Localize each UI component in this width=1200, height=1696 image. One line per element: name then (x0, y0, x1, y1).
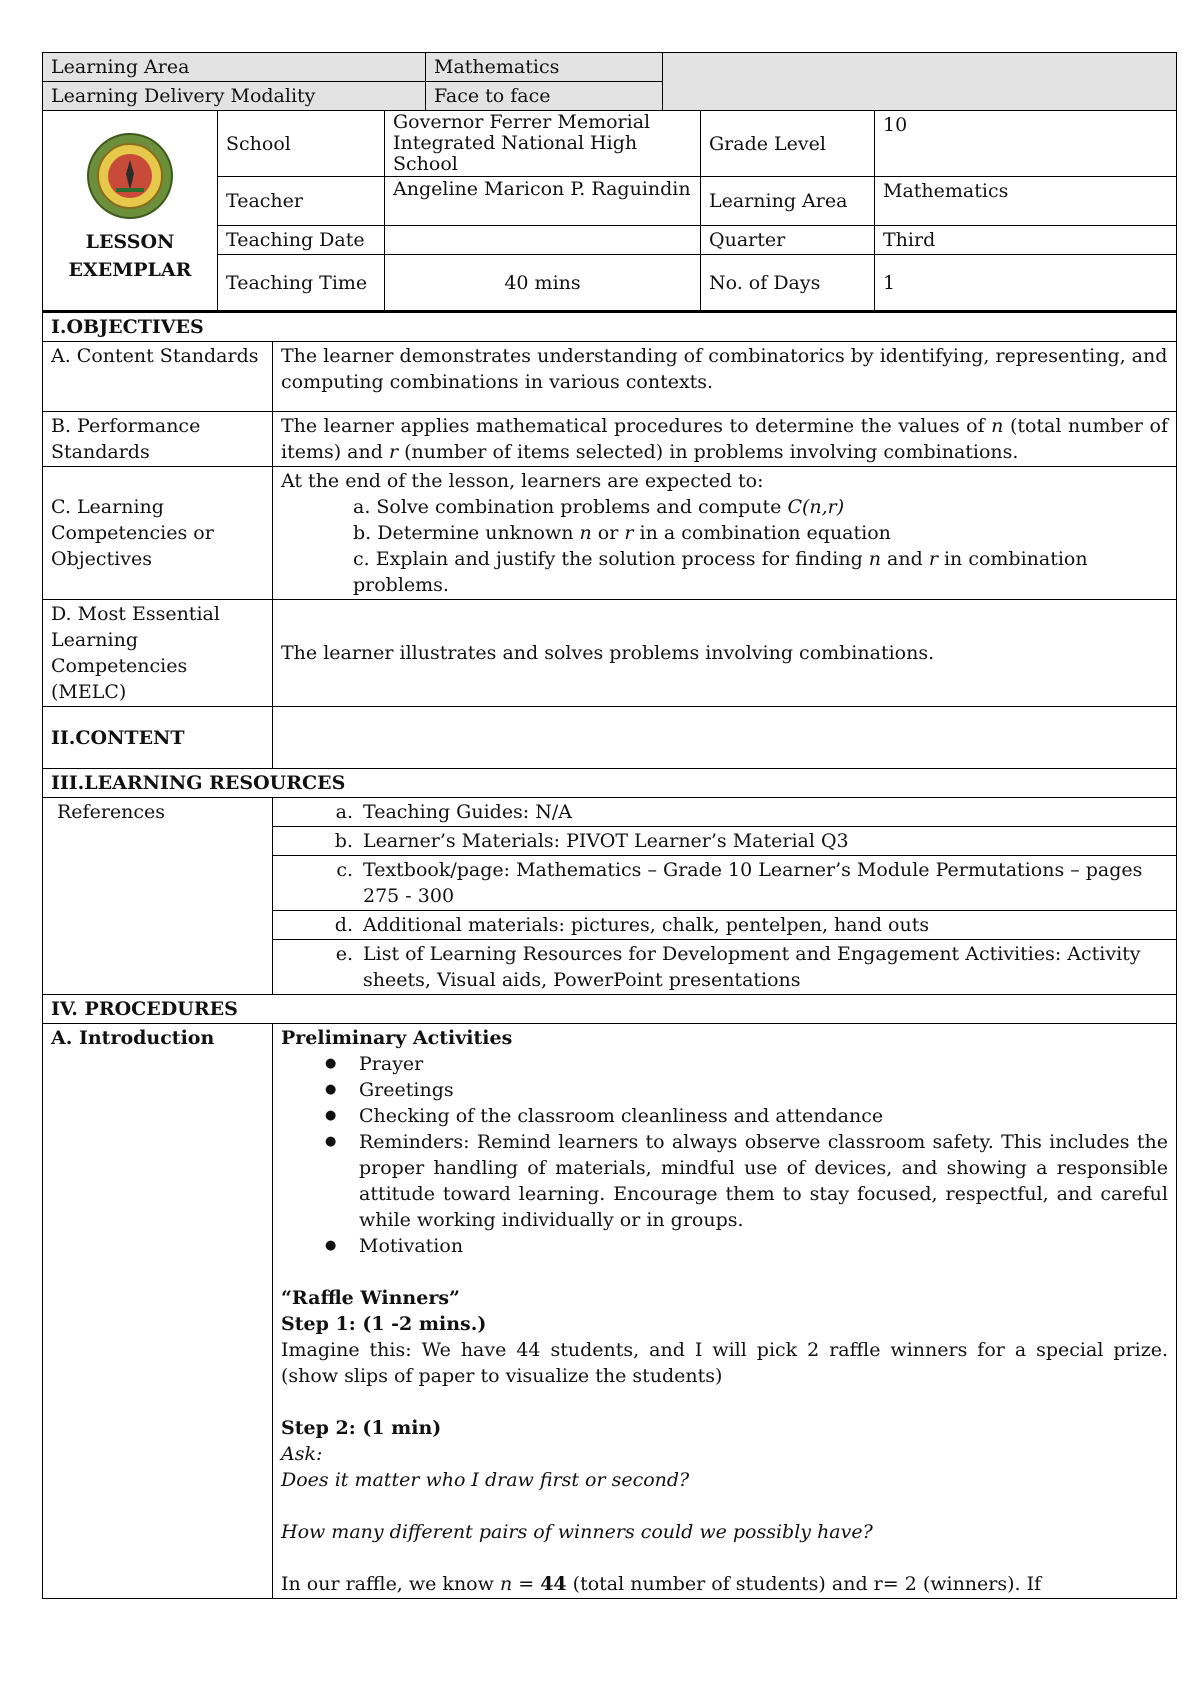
question-2: How many different pairs of winners could we possibly have? (281, 1521, 873, 1543)
time-label: Teaching Time (218, 255, 385, 311)
references-list (273, 798, 1177, 995)
list-item: ● Greetings (359, 1077, 1168, 1103)
ask-label: Ask: (281, 1443, 323, 1465)
content-standards-text: The learner demonstrates understanding of combinatorics by identifying, representing, and computing combinations in various contexts. (273, 342, 1177, 412)
lesson-exemplar-document (42, 52, 1177, 1599)
introduction-body (273, 1024, 1177, 1599)
competency-b: b. Determine unknown n or r in a combination equation (353, 522, 891, 544)
competency-c: c. Explain and justify the solution process for finding n and r in combination problems. (353, 548, 1088, 596)
list-item: ● Motivation (359, 1233, 1168, 1259)
reference-item: a. Teaching Guides: N/A (273, 798, 1176, 827)
teacher-value: Angeline Maricon P. Raguindin (385, 177, 701, 226)
performance-standards-text: The learner applies mathematical procedures to determine the values of n (total number of items) and r (number of items selected) in problems involving combinations. (273, 412, 1177, 467)
resources-heading: III.LEARNING RESOURCES (43, 769, 1177, 798)
competencies-intro: At the end of the lesson, learners are expected to: (281, 470, 764, 492)
modality-label: Learning Delivery Modality (43, 82, 426, 111)
area-label: Learning Area (701, 177, 875, 226)
question-1: Does it matter who I draw first or second? (281, 1469, 690, 1491)
teacher-label: Teacher (218, 177, 385, 226)
modality-value: Face to face (426, 82, 663, 111)
grade-value: 10 (875, 111, 1177, 177)
melc-text: The learner illustrates and solves problems involving combinations. (273, 600, 1177, 707)
lesson-exemplar-cell (43, 111, 218, 311)
area-value: Mathematics (875, 177, 1177, 226)
prelim-list (281, 1051, 1168, 1259)
competencies-text (273, 467, 1177, 600)
competency-a: a. Solve combination problems and compute C(n,r) (353, 496, 845, 518)
activity-title: “Raffle Winners” (281, 1287, 460, 1309)
header-table (42, 52, 1177, 111)
title-line2: EXEMPLAR (68, 259, 192, 281)
days-label: No. of Days (701, 255, 875, 311)
list-item: ● Reminders: Remind learners to always observe classroom safety. This includes the proper handling of materials, mindful use of devices, and showing a responsible attitude toward learning. Encourage them to stay focused, respectful, and careful while working individually or in groups. (359, 1129, 1168, 1233)
school-label: School (218, 111, 385, 177)
date-label: Teaching Date (218, 226, 385, 255)
procedures-heading: IV. PROCEDURES (43, 995, 1177, 1024)
list-item: ● Checking of the classroom cleanliness and attendance (359, 1103, 1168, 1129)
step1-title: Step 1: (1 -2 mins.) (281, 1313, 487, 1335)
objectives-heading: I.OBJECTIVES (43, 312, 1177, 342)
reference-item: b. Learner’s Materials: PIVOT Learner’s Material Q3 (273, 827, 1176, 856)
melc-label: D. Most Essential Learning Competencies (MELC) (43, 600, 273, 707)
school-value: Governor Ferrer Memorial Integrated National High School (385, 111, 701, 177)
title-line1: LESSON (85, 231, 175, 253)
prelim-title: Preliminary Activities (281, 1027, 513, 1049)
list-item: ● Prayer (359, 1051, 1168, 1077)
step1-text: Imagine this: We have 44 students, and I will pick 2 raffle winners for a special prize. (show slips of paper to visualize the students) (281, 1339, 1168, 1387)
quarter-value: Third (875, 226, 1177, 255)
reference-item: c. Textbook/page: Mathematics – Grade 10 Learner’s Module Permutations – pages 275 - 300 (273, 856, 1176, 911)
step2-title: Step 2: (1 min) (281, 1417, 442, 1439)
reference-item: e. List of Learning Resources for Development and Engagement Activities: Activity sheets, Visual aids, PowerPoint presentations (335, 943, 1141, 991)
school-seal-icon (86, 132, 174, 220)
content-value (273, 707, 1177, 769)
header-blank (663, 53, 1177, 111)
main-table (42, 310, 1177, 1599)
days-value: 1 (875, 255, 1177, 311)
competencies-label: C. Learning Competencies or Objectives (43, 467, 273, 600)
info-table (42, 110, 1177, 311)
time-value: 40 mins (385, 255, 701, 311)
references-label: References (43, 798, 273, 995)
learning-area-label: Learning Area (43, 53, 426, 82)
introduction-label: A. Introduction (43, 1024, 273, 1599)
content-heading: II.CONTENT (43, 707, 273, 769)
learning-area-value: Mathematics (426, 53, 663, 82)
performance-standards-label: B. Performance Standards (43, 412, 273, 467)
content-standards-label: A. Content Standards (43, 342, 273, 412)
date-value (385, 226, 701, 255)
raffle-explanation: In our raffle, we know n = 44 (total number of students) and r= 2 (winners). If (281, 1573, 1042, 1595)
reference-item: d. Additional materials: pictures, chalk, pentelpen, hand outs (273, 911, 1176, 940)
grade-label: Grade Level (701, 111, 875, 177)
quarter-label: Quarter (701, 226, 875, 255)
